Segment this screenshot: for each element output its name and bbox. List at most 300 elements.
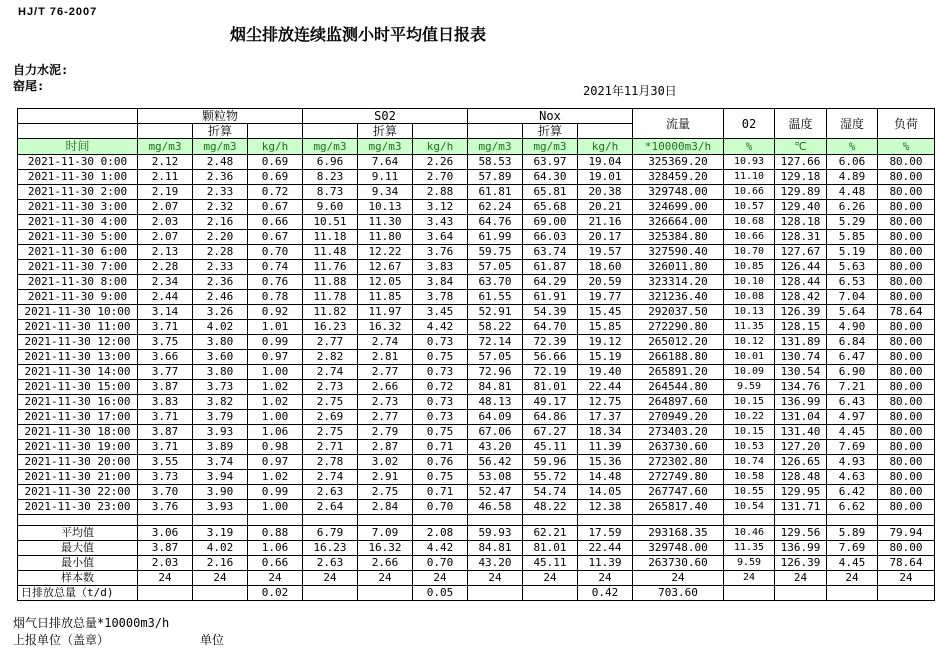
value-cell: 62.24 (468, 200, 523, 215)
value-cell: 10.74 (724, 455, 775, 470)
value-cell: 3.71 (138, 440, 193, 455)
value-cell (633, 515, 724, 526)
time-cell: 2021-11-30 1:00 (18, 170, 138, 185)
time-cell: 2021-11-30 11:00 (18, 320, 138, 335)
value-cell: 12.67 (358, 260, 413, 275)
value-cell: 80.00 (878, 260, 935, 275)
value-cell: 2.77 (358, 410, 413, 425)
value-cell: 2.08 (413, 526, 468, 541)
value-cell: 72.39 (523, 335, 578, 350)
table-row (18, 425, 935, 440)
value-cell: 72.14 (468, 335, 523, 350)
empty-header-cell (468, 124, 523, 139)
value-cell: 2.16 (193, 215, 248, 230)
value-cell: 10.93 (724, 155, 775, 170)
table-row (18, 365, 935, 380)
value-cell (827, 586, 878, 601)
value-cell: 80.00 (878, 500, 935, 515)
value-cell: 80.00 (878, 395, 935, 410)
col-group-nox: Nox (468, 109, 633, 124)
value-cell: 10.70 (724, 245, 775, 260)
unit-mgm3-converted: mg/m3 (523, 139, 578, 155)
value-cell: 0.99 (248, 335, 303, 350)
value-cell: 0.71 (413, 485, 468, 500)
table-row (18, 215, 935, 230)
report-date: 2021年11月30日 (583, 84, 677, 98)
value-cell: 18.34 (578, 425, 633, 440)
value-cell: 2.13 (138, 245, 193, 260)
value-cell: 4.02 (193, 541, 248, 556)
value-cell: 0.76 (413, 455, 468, 470)
value-cell (878, 515, 935, 526)
value-cell: 10.09 (724, 365, 775, 380)
value-cell: 17.59 (578, 526, 633, 541)
value-cell: 10.46 (724, 526, 775, 541)
value-cell: 0.75 (413, 470, 468, 485)
unit-percent: % (724, 139, 775, 155)
value-cell: 80.00 (878, 215, 935, 230)
value-cell: 52.91 (468, 305, 523, 320)
value-cell: 4.02 (193, 320, 248, 335)
spacer-row (18, 515, 935, 526)
value-cell: 2.74 (303, 470, 358, 485)
value-cell: 272749.80 (633, 470, 724, 485)
time-cell: 2021-11-30 2:00 (18, 185, 138, 200)
value-cell: 2.07 (138, 200, 193, 215)
value-cell: 1.02 (248, 470, 303, 485)
value-cell: 326664.00 (633, 215, 724, 230)
value-cell: 10.66 (724, 230, 775, 245)
value-cell: 64.09 (468, 410, 523, 425)
value-cell: 2.81 (358, 350, 413, 365)
unit-mgm3-converted: mg/m3 (358, 139, 413, 155)
value-cell: 6.53 (827, 275, 878, 290)
value-cell: 12.22 (358, 245, 413, 260)
data-rows (18, 155, 935, 526)
time-cell: 2021-11-30 14:00 (18, 365, 138, 380)
value-cell: 1.01 (248, 320, 303, 335)
empty-header-cell (413, 124, 468, 139)
value-cell: 0.76 (248, 275, 303, 290)
value-cell (303, 515, 358, 526)
value-cell: 1.00 (248, 500, 303, 515)
time-cell: 2021-11-30 6:00 (18, 245, 138, 260)
value-cell: 10.22 (724, 410, 775, 425)
value-cell: 3.87 (138, 425, 193, 440)
time-cell: 2021-11-30 23:00 (18, 500, 138, 515)
value-cell: 321236.40 (633, 290, 724, 305)
value-cell: 11.88 (303, 275, 358, 290)
value-cell: 4.63 (827, 470, 878, 485)
value-cell: 11.18 (303, 230, 358, 245)
value-cell: 0.05 (413, 586, 468, 601)
value-cell: 20.17 (578, 230, 633, 245)
value-cell: 16.23 (303, 320, 358, 335)
value-cell: 6.26 (827, 200, 878, 215)
summary-label: 平均值 (18, 526, 138, 541)
value-cell: 329748.00 (633, 541, 724, 556)
value-cell: 328459.20 (633, 170, 724, 185)
value-cell: 126.44 (775, 260, 827, 275)
value-cell: 3.79 (193, 410, 248, 425)
value-cell: 7.21 (827, 380, 878, 395)
time-cell: 2021-11-30 17:00 (18, 410, 138, 425)
value-cell: 6.42 (827, 485, 878, 500)
value-cell: 78.64 (878, 556, 935, 571)
value-cell: 703.60 (633, 586, 724, 601)
value-cell: 57.05 (468, 350, 523, 365)
value-cell: 5.85 (827, 230, 878, 245)
value-cell: 2.64 (303, 500, 358, 515)
value-cell: 3.94 (193, 470, 248, 485)
value-cell: 127.20 (775, 440, 827, 455)
header-units-row (18, 139, 935, 155)
standard-code: HJ/T 76-2007 (18, 6, 98, 18)
value-cell: 24 (523, 571, 578, 586)
value-cell: 10.51 (303, 215, 358, 230)
value-cell: 2.73 (303, 380, 358, 395)
value-cell: 24 (303, 571, 358, 586)
value-cell: 65.81 (523, 185, 578, 200)
value-cell: 272302.80 (633, 455, 724, 470)
empty-header-cell (18, 109, 138, 124)
value-cell: 3.26 (193, 305, 248, 320)
value-cell: 58.53 (468, 155, 523, 170)
value-cell: 14.48 (578, 470, 633, 485)
value-cell: 131.89 (775, 335, 827, 350)
value-cell: 4.93 (827, 455, 878, 470)
value-cell: 5.29 (827, 215, 878, 230)
value-cell: 80.00 (878, 200, 935, 215)
value-cell: 0.99 (248, 485, 303, 500)
value-cell: 3.45 (413, 305, 468, 320)
value-cell: 1.06 (248, 541, 303, 556)
value-cell: 2.91 (358, 470, 413, 485)
table-row (18, 185, 935, 200)
col-group-particulate: 颗粒物 (138, 109, 303, 124)
value-cell: 7.04 (827, 290, 878, 305)
value-cell: 3.70 (138, 485, 193, 500)
value-cell: 131.71 (775, 500, 827, 515)
value-cell: 2.75 (358, 485, 413, 500)
table-row (18, 380, 935, 395)
value-cell: 5.64 (827, 305, 878, 320)
value-cell: 2.46 (193, 290, 248, 305)
value-cell: 5.89 (827, 526, 878, 541)
value-cell: 80.00 (878, 350, 935, 365)
value-cell: 2.44 (138, 290, 193, 305)
value-cell: 263730.60 (633, 556, 724, 571)
value-cell: 323314.20 (633, 275, 724, 290)
value-cell: 12.05 (358, 275, 413, 290)
value-cell: 80.00 (878, 275, 935, 290)
value-cell: 6.90 (827, 365, 878, 380)
value-cell: 136.99 (775, 395, 827, 410)
value-cell: 11.39 (578, 556, 633, 571)
value-cell: 0.69 (248, 170, 303, 185)
company-name: 自力水泥: (13, 63, 69, 77)
value-cell: 80.00 (878, 410, 935, 425)
report-table (17, 108, 935, 601)
value-cell: 130.54 (775, 365, 827, 380)
value-cell: 129.40 (775, 200, 827, 215)
value-cell: 3.80 (193, 365, 248, 380)
value-cell: 59.93 (468, 526, 523, 541)
time-cell: 2021-11-30 20:00 (18, 455, 138, 470)
value-cell: 3.76 (138, 500, 193, 515)
summary-row (18, 556, 935, 571)
value-cell: 2.28 (193, 245, 248, 260)
value-cell: 4.89 (827, 170, 878, 185)
value-cell: 4.97 (827, 410, 878, 425)
value-cell: 81.01 (523, 541, 578, 556)
value-cell: 3.84 (413, 275, 468, 290)
value-cell: 67.06 (468, 425, 523, 440)
table-row (18, 260, 935, 275)
table-row (18, 230, 935, 245)
value-cell (248, 515, 303, 526)
value-cell: 7.69 (827, 440, 878, 455)
value-cell: 15.85 (578, 320, 633, 335)
table-row (18, 485, 935, 500)
value-cell: 2.33 (193, 260, 248, 275)
value-cell: 2.03 (138, 215, 193, 230)
value-cell: 2.73 (358, 395, 413, 410)
table-row (18, 170, 935, 185)
value-cell: 43.20 (468, 440, 523, 455)
table-row (18, 350, 935, 365)
value-cell: 0.71 (413, 440, 468, 455)
col-o2: 02 (724, 109, 775, 139)
value-cell: 24 (878, 571, 935, 586)
value-cell: 11.10 (724, 170, 775, 185)
value-cell: 19.01 (578, 170, 633, 185)
value-cell: 24 (248, 571, 303, 586)
value-cell (523, 515, 578, 526)
value-cell: 2.88 (413, 185, 468, 200)
time-cell: 2021-11-30 13:00 (18, 350, 138, 365)
value-cell: 63.70 (468, 275, 523, 290)
value-cell: 10.13 (724, 305, 775, 320)
value-cell: 8.73 (303, 185, 358, 200)
value-cell: 11.30 (358, 215, 413, 230)
value-cell: 11.35 (724, 541, 775, 556)
value-cell (827, 515, 878, 526)
value-cell: 8.23 (303, 170, 358, 185)
value-cell: 80.00 (878, 365, 935, 380)
col-group-so2: S02 (303, 109, 468, 124)
value-cell: 265012.20 (633, 335, 724, 350)
value-cell: 4.45 (827, 556, 878, 571)
empty-header-cell (578, 124, 633, 139)
value-cell: 16.32 (358, 320, 413, 335)
value-cell: 61.87 (523, 260, 578, 275)
value-cell: 0.69 (248, 155, 303, 170)
value-cell: 6.62 (827, 500, 878, 515)
value-cell: 80.00 (878, 185, 935, 200)
value-cell: 22.44 (578, 380, 633, 395)
value-cell: 0.70 (248, 245, 303, 260)
table-row (18, 500, 935, 515)
value-cell: 2.63 (303, 485, 358, 500)
value-cell: 80.00 (878, 335, 935, 350)
value-cell: 127.67 (775, 245, 827, 260)
table-row (18, 455, 935, 470)
value-cell: 2.70 (413, 170, 468, 185)
value-cell: 11.78 (303, 290, 358, 305)
value-cell: 15.36 (578, 455, 633, 470)
value-cell: 292037.50 (633, 305, 724, 320)
value-cell: 2.36 (193, 170, 248, 185)
value-cell: 5.63 (827, 260, 878, 275)
time-cell: 2021-11-30 8:00 (18, 275, 138, 290)
value-cell: 61.99 (468, 230, 523, 245)
value-cell: 3.19 (193, 526, 248, 541)
value-cell: 53.08 (468, 470, 523, 485)
value-cell: 327590.40 (633, 245, 724, 260)
value-cell: 65.68 (523, 200, 578, 215)
table-row (18, 155, 935, 170)
value-cell: 4.42 (413, 541, 468, 556)
value-cell: 3.89 (193, 440, 248, 455)
value-cell: 4.90 (827, 320, 878, 335)
value-cell: 55.72 (523, 470, 578, 485)
unit-celsius: ℃ (775, 139, 827, 155)
converted-label: 折算 (193, 124, 248, 139)
value-cell: 48.13 (468, 395, 523, 410)
value-cell: 2.11 (138, 170, 193, 185)
value-cell: 129.56 (775, 526, 827, 541)
value-cell: 2.87 (358, 440, 413, 455)
value-cell: 129.95 (775, 485, 827, 500)
unit-kgh: kg/h (413, 139, 468, 155)
value-cell: 45.11 (523, 440, 578, 455)
value-cell: 10.66 (724, 185, 775, 200)
col-humidity: 湿度 (827, 109, 878, 139)
value-cell: 264544.80 (633, 380, 724, 395)
value-cell (523, 586, 578, 601)
table-row (18, 245, 935, 260)
value-cell: 0.75 (413, 425, 468, 440)
value-cell: 2.36 (193, 275, 248, 290)
value-cell: 4.42 (413, 320, 468, 335)
value-cell: 131.04 (775, 410, 827, 425)
value-cell: 12.75 (578, 395, 633, 410)
value-cell: 80.00 (878, 245, 935, 260)
value-cell: 3.93 (193, 500, 248, 515)
value-cell: 0.72 (413, 380, 468, 395)
value-cell: 19.12 (578, 335, 633, 350)
value-cell: 15.19 (578, 350, 633, 365)
value-cell: 3.64 (413, 230, 468, 245)
value-cell: 0.73 (413, 410, 468, 425)
value-cell: 81.01 (523, 380, 578, 395)
value-cell: 43.20 (468, 556, 523, 571)
value-cell: 1.06 (248, 425, 303, 440)
value-cell: 45.11 (523, 556, 578, 571)
value-cell: 7.64 (358, 155, 413, 170)
value-cell: 2.32 (193, 200, 248, 215)
value-cell: 0.74 (248, 260, 303, 275)
summary-row (18, 571, 935, 586)
value-cell: 17.37 (578, 410, 633, 425)
value-cell: 61.81 (468, 185, 523, 200)
value-cell: 265817.40 (633, 500, 724, 515)
value-cell (193, 515, 248, 526)
value-cell: 0.66 (248, 215, 303, 230)
value-cell: 0.72 (248, 185, 303, 200)
value-cell: 329748.00 (633, 185, 724, 200)
unit-percent: % (827, 139, 878, 155)
value-cell: 2.12 (138, 155, 193, 170)
value-cell (724, 515, 775, 526)
unit-percent: % (878, 139, 935, 155)
value-cell: 2.07 (138, 230, 193, 245)
value-cell: 10.68 (724, 215, 775, 230)
value-cell: 0.98 (248, 440, 303, 455)
value-cell: 6.06 (827, 155, 878, 170)
value-cell: 128.48 (775, 470, 827, 485)
value-cell: 5.19 (827, 245, 878, 260)
time-cell: 2021-11-30 9:00 (18, 290, 138, 305)
value-cell: 2.74 (303, 365, 358, 380)
value-cell: 52.47 (468, 485, 523, 500)
value-cell: 58.22 (468, 320, 523, 335)
summary-row (18, 586, 935, 601)
value-cell: 20.38 (578, 185, 633, 200)
value-cell: 24 (578, 571, 633, 586)
value-cell: 0.73 (413, 335, 468, 350)
value-cell: 3.14 (138, 305, 193, 320)
value-cell (775, 586, 827, 601)
value-cell: 126.39 (775, 305, 827, 320)
summary-label: 日排放总量（t/d) (18, 586, 138, 601)
value-cell: 2.03 (138, 556, 193, 571)
value-cell: 64.70 (523, 320, 578, 335)
value-cell: 326011.80 (633, 260, 724, 275)
value-cell: 2.75 (303, 425, 358, 440)
value-cell (468, 586, 523, 601)
value-cell: 2.75 (303, 395, 358, 410)
value-cell: 0.88 (248, 526, 303, 541)
value-cell: 20.59 (578, 275, 633, 290)
value-cell: 19.40 (578, 365, 633, 380)
value-cell: 136.99 (775, 541, 827, 556)
value-cell: 66.03 (523, 230, 578, 245)
value-cell: 10.53 (724, 440, 775, 455)
value-cell (724, 586, 775, 601)
value-cell: 2.19 (138, 185, 193, 200)
value-cell: 11.48 (303, 245, 358, 260)
value-cell: 2.82 (303, 350, 358, 365)
value-cell: 46.58 (468, 500, 523, 515)
value-cell: 56.66 (523, 350, 578, 365)
value-cell: 61.91 (523, 290, 578, 305)
value-cell: 10.01 (724, 350, 775, 365)
value-cell: 64.76 (468, 215, 523, 230)
value-cell: 0.92 (248, 305, 303, 320)
summary-label: 最大值 (18, 541, 138, 556)
converted-label: 折算 (523, 124, 578, 139)
value-cell: 54.39 (523, 305, 578, 320)
value-cell: 3.78 (413, 290, 468, 305)
value-cell: 3.75 (138, 335, 193, 350)
value-cell: 1.02 (248, 380, 303, 395)
value-cell: 21.16 (578, 215, 633, 230)
value-cell: 24 (138, 571, 193, 586)
value-cell: 59.75 (468, 245, 523, 260)
value-cell: 6.96 (303, 155, 358, 170)
